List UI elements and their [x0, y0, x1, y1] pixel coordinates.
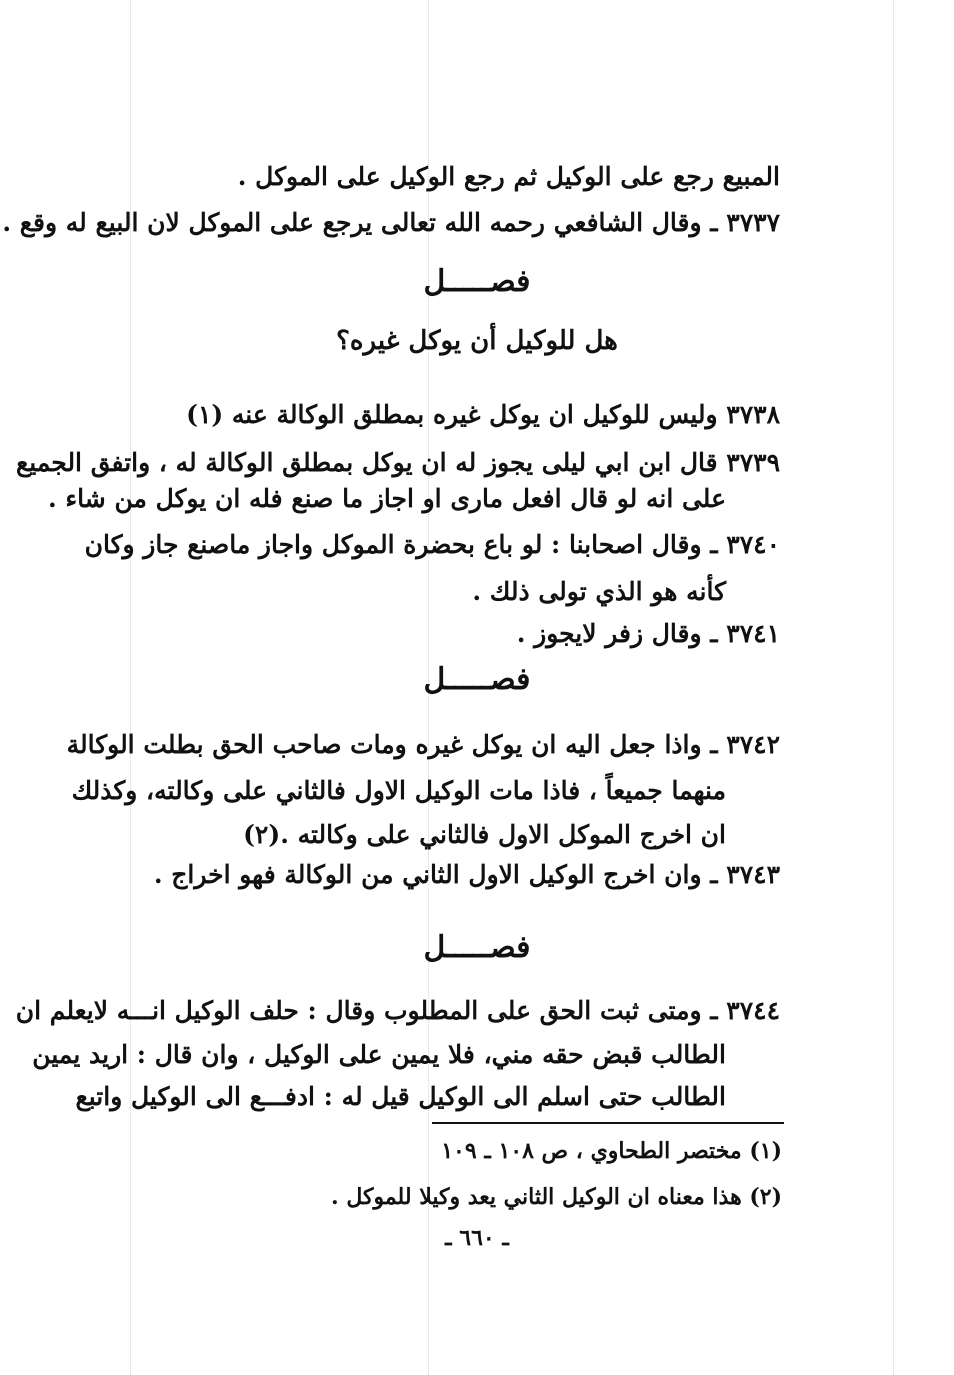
- text-line: كأنه هو الذي تولى ذلك .: [472, 577, 726, 606]
- section-heading: فصـــــل: [423, 930, 531, 965]
- text-line: على انه لو قال افعل مارى او اجاز ما صنع فله ان يوكل من شاء .: [48, 484, 726, 513]
- text-line: ٣٧٣٩ قال ابن ابي ليلى يجوز له ان يوكل بمطلق الوكالة له ، واتفق الجميع: [16, 448, 780, 477]
- section-heading: فصـــــل: [423, 264, 531, 299]
- text-line: ٣٧٤٣ ـ وان اخرج الوكيل الاول الثاني من الوكالة فهو اخراج .: [153, 860, 780, 889]
- text-line: منهما جميعاً ، فاذا مات الوكيل الاول فالثاني على وكالته، وكذلك: [71, 776, 726, 805]
- footnote-divider: [432, 1122, 784, 1124]
- section-heading: فصـــــل: [423, 662, 531, 697]
- text-line: الطالب قبض حقه مني، فلا يمين على الوكيل ، وان قال : اريد يمين: [32, 1040, 726, 1069]
- text-line: ان اخرج الموكل الاول فالثاني على وكالته .(٢): [243, 820, 726, 849]
- text-line: ٣٧٤٤ ـ ومتى ثبت الحق على المطلوب وقال : حلف الوكيل انـــه لايعلم ان: [15, 996, 780, 1025]
- text-line: ٣٧٤٢ ـ واذا جعل اليه ان يوكل غيره ومات صاحب الحق بطلت الوكالة: [66, 730, 780, 759]
- footnote: (١) مختصر الطحاوي ، ص ١٠٨ ـ ١٠٩: [441, 1138, 782, 1164]
- text-line: المبيع رجع على الوكيل ثم رجع الوكيل على الموكل .: [237, 162, 780, 191]
- section-subheading: هل للوكيل أن يوكل غيره؟: [336, 326, 618, 356]
- footnote: (٢) هذا معناه ان الوكيل الثاني يعد وكيلا للموكل .: [331, 1184, 782, 1210]
- text-line: ٣٧٤٠ ـ وقال اصحابنا : لو باع بحضرة الموكل واجاز ماصنع جاز وكان: [84, 530, 780, 559]
- page-number: ـ ٦٦٠ ـ: [445, 1225, 509, 1251]
- text-line: ٣٧٣٧ ـ وقال الشافعي رحمه الله تعالى يرجع على الموكل لان البيع له وقع .: [2, 208, 780, 237]
- text-line: ٣٧٤١ ـ وقال زفر لايجوز .: [516, 619, 780, 648]
- text-line: الطالب حتى اسلم الى الوكيل قيل له : ادفـــع الى الوكيل واتبع: [75, 1082, 726, 1111]
- text-line: ٣٧٣٨ وليس للوكيل ان يوكل غيره بمطلق الوكالة عنه (١): [186, 400, 780, 429]
